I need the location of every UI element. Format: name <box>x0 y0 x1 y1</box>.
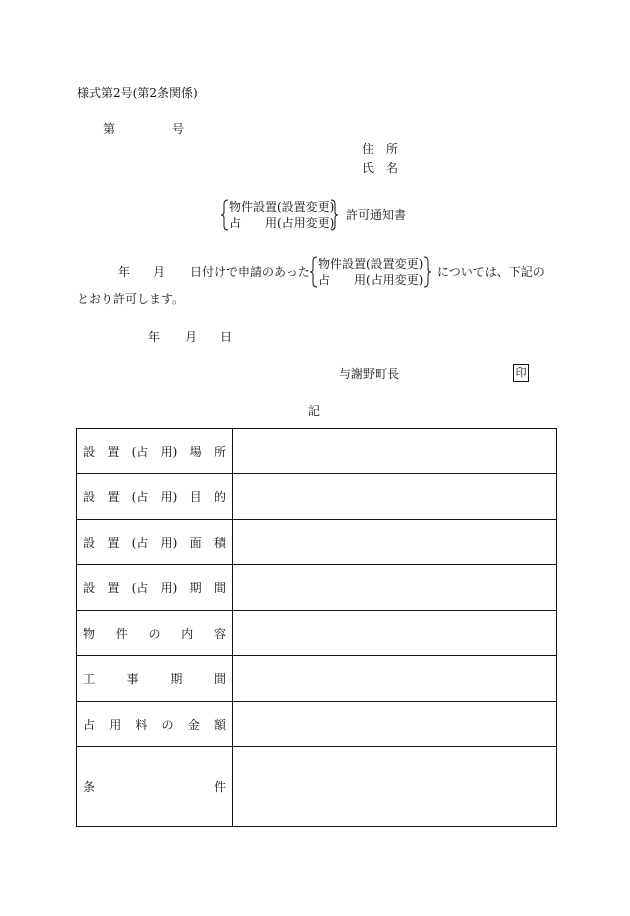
row-value[interactable] <box>233 611 557 656</box>
label-char: 額 <box>213 717 226 732</box>
label-char: (占 <box>131 581 149 595</box>
title-suffix: 許可通知書 <box>346 208 407 222</box>
label-char: 期 <box>170 672 183 686</box>
row-label-text <box>83 534 226 551</box>
label-char: 用) <box>160 581 178 595</box>
row-label-text <box>83 579 226 596</box>
issuer-title: 与謝野町長 <box>339 367 400 381</box>
label-char: 件 <box>213 780 226 794</box>
label-char: 置 <box>107 581 120 595</box>
address-label: 住 所 <box>362 142 399 156</box>
label-char: 条 <box>83 780 96 794</box>
row-label <box>77 656 233 702</box>
row-label <box>77 702 233 747</box>
body-after-text: については、下記の <box>437 265 545 279</box>
seal-mark: 印 <box>513 364 529 382</box>
row-label <box>77 565 233 611</box>
label-char: 物 <box>83 626 96 641</box>
label-char: 占 <box>83 717 96 732</box>
label-char: 件 <box>115 626 128 641</box>
label-char: 置 <box>107 535 120 550</box>
table-row <box>77 474 557 520</box>
issue-day: 日 <box>220 330 233 344</box>
table-row <box>77 565 557 611</box>
table-row <box>77 520 557 565</box>
label-char: 間 <box>213 672 226 686</box>
title-option-1: 物件設置(設置変更) <box>229 200 335 214</box>
label-char: (占 <box>131 490 149 504</box>
doc-number-prefix: 第 <box>103 122 116 136</box>
label-char: 事 <box>126 672 139 686</box>
row-label <box>77 474 233 520</box>
row-value[interactable] <box>233 702 557 747</box>
row-value[interactable] <box>233 429 557 474</box>
form-number: 様式第2号(第2条関係) <box>77 86 198 100</box>
label-char: 設 <box>83 490 96 504</box>
label-char: の <box>161 717 174 732</box>
row-label-text <box>83 716 226 733</box>
issue-month: 月 <box>185 330 198 344</box>
label-char: 容 <box>213 626 226 641</box>
body-year: 年 <box>118 265 131 279</box>
label-char: 設 <box>83 581 96 595</box>
row-value[interactable] <box>233 747 557 827</box>
label-char: 金 <box>187 717 200 732</box>
label-char: 工 <box>83 672 96 686</box>
row-label-text <box>83 778 226 795</box>
label-char: 用) <box>160 444 178 459</box>
label-char: 料 <box>135 717 148 732</box>
body-line-2: とおり許可します。 <box>77 292 185 306</box>
label-char: 設 <box>83 535 96 550</box>
label-char: 内 <box>181 626 194 641</box>
label-char: 設 <box>83 444 96 459</box>
label-char: 用 <box>109 717 122 732</box>
row-label <box>77 429 233 474</box>
label-char: 所 <box>213 444 226 459</box>
label-char: 目 <box>189 490 202 504</box>
issue-year: 年 <box>148 330 161 344</box>
row-label-text <box>83 625 226 642</box>
table-row <box>77 429 557 474</box>
table-row <box>77 702 557 747</box>
label-char: 間 <box>213 581 226 595</box>
table-row <box>77 656 557 702</box>
record-table <box>76 428 557 827</box>
row-value[interactable] <box>233 520 557 565</box>
label-char: 用) <box>160 535 178 550</box>
table-row <box>77 611 557 656</box>
body-right-brace <box>424 257 431 287</box>
row-label <box>77 611 233 656</box>
record-heading: 記 <box>308 404 321 418</box>
label-char: 的 <box>213 490 226 504</box>
body-month: 月 <box>153 265 166 279</box>
label-char: (占 <box>131 535 149 550</box>
row-label-text <box>83 488 226 505</box>
label-char: (占 <box>131 444 149 459</box>
body-option-2: 占 用(占用変更) <box>318 273 424 287</box>
label-char: 面 <box>189 535 202 550</box>
body-options <box>310 256 440 288</box>
label-char: 置 <box>107 444 120 459</box>
label-char: 場 <box>189 444 202 459</box>
label-char: の <box>148 626 161 641</box>
doc-number-suffix: 号 <box>172 122 185 136</box>
row-label <box>77 747 233 827</box>
label-char: 積 <box>213 535 226 550</box>
row-label-text <box>83 443 226 460</box>
body-option-1: 物件設置(設置変更) <box>318 257 424 271</box>
name-label: 氏 名 <box>362 161 399 175</box>
label-char: 用) <box>160 490 178 504</box>
title-option-2: 占 用(占用変更) <box>229 216 335 230</box>
row-label-text <box>83 670 226 687</box>
row-value[interactable] <box>233 474 557 520</box>
label-char: 置 <box>107 490 120 504</box>
row-value[interactable] <box>233 565 557 611</box>
row-value[interactable] <box>233 656 557 702</box>
body-date-text: 日付けで申請のあった <box>190 265 310 279</box>
title-options <box>221 199 351 231</box>
row-label <box>77 520 233 565</box>
table-row <box>77 747 557 827</box>
label-char: 期 <box>189 581 202 595</box>
